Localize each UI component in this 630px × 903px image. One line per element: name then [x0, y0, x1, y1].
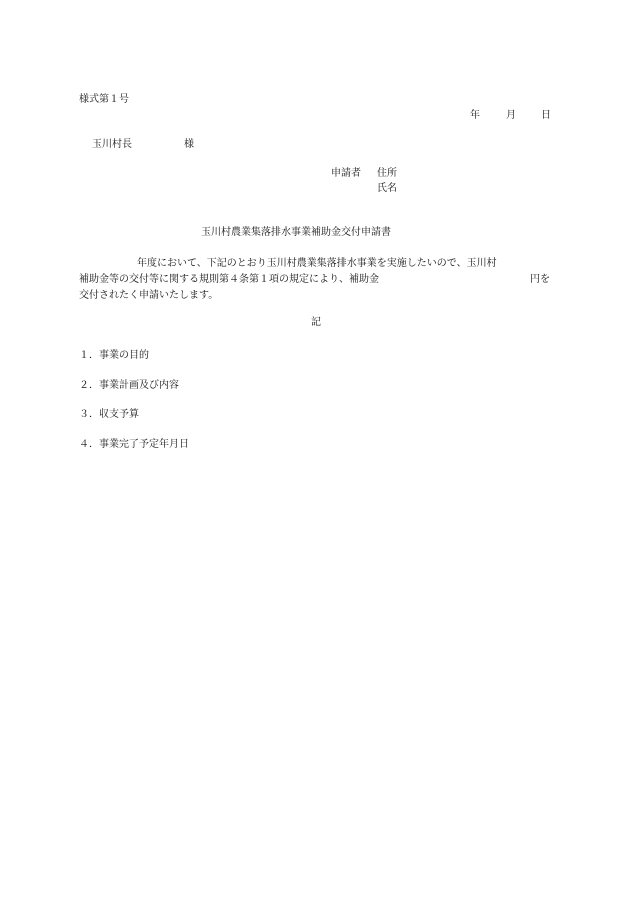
item-label: 事業の目的: [99, 350, 149, 361]
applicant-label: 申請者: [331, 168, 361, 179]
item-number: ３．: [79, 409, 99, 420]
item-label: 事業計画及び内容: [99, 380, 179, 391]
date-day: 日: [541, 110, 551, 121]
list-item: [79, 410, 139, 420]
body-line-2: 補助金等の交付等に関する規則第４条第１項の規定により、補助金: [79, 274, 379, 285]
list-item: [79, 440, 189, 450]
note-heading: 記: [311, 317, 321, 328]
body-line-1: 年度において、下記のとおり玉川村農業集落排水事業を実施したいので、玉川村: [137, 258, 497, 269]
item-label: 収支予算: [99, 409, 139, 420]
item-number: １．: [79, 350, 99, 361]
list-item: [79, 351, 149, 361]
addressee-honorific: 様: [184, 139, 194, 150]
applicant-name-label: 氏名: [377, 183, 397, 194]
list-item: [79, 381, 179, 391]
item-label: 事業完了予定年月日: [99, 439, 189, 450]
date-month: 月: [506, 110, 516, 121]
item-number: ２．: [79, 380, 99, 391]
body-paragraph: [79, 256, 551, 304]
applicant-address-label: 住所: [377, 168, 397, 179]
form-number: 様式第１号: [79, 94, 129, 105]
body-line-3: 交付されたく申請いたします。: [79, 290, 219, 301]
document-title: 玉川村農業集落排水事業補助金交付申請書: [201, 227, 391, 238]
date-year: 年: [470, 110, 480, 121]
body-amount-unit: 円を: [530, 274, 550, 285]
addressee-name: 玉川村長: [92, 139, 132, 150]
item-number: ４．: [79, 439, 99, 450]
